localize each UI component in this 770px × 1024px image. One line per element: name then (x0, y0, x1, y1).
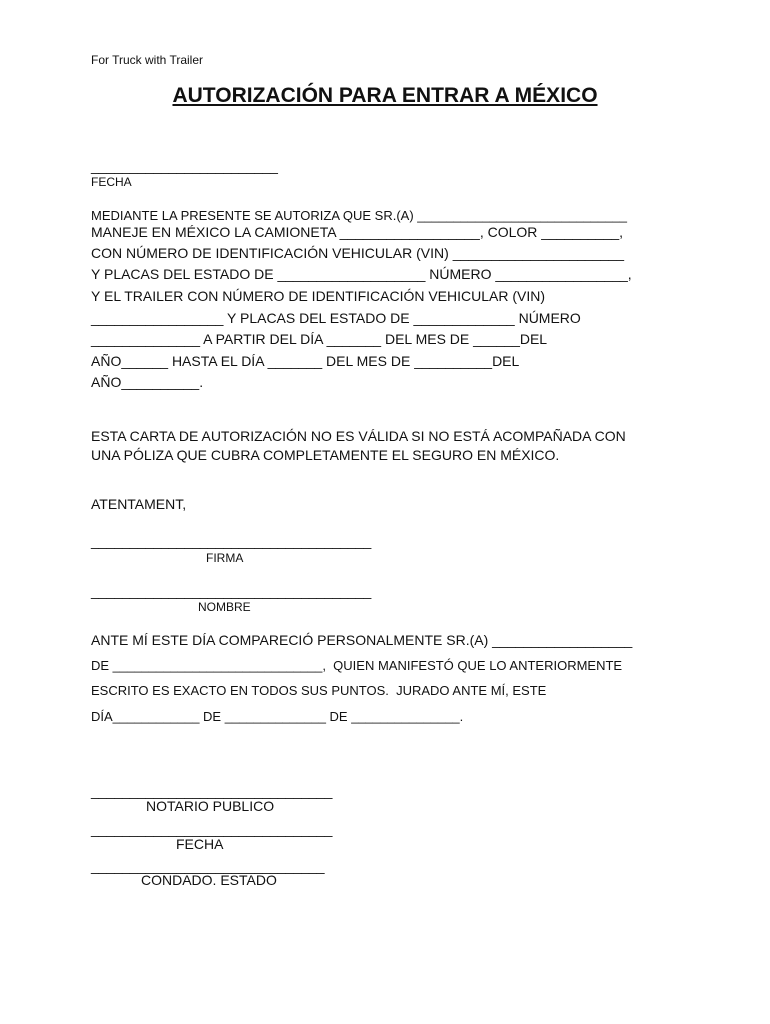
notary-line-3: ESCRITO ES EXACTO EN TODOS SUS PUNTOS. JURADO ANTE MÍ, ESTE (91, 683, 547, 698)
authorization-line-4: Y PLACAS DEL ESTADO DE ___________________ NÚMERO _________________, (91, 266, 632, 282)
signature-label: FIRMA (206, 551, 244, 565)
notary-signature-line: _______________________________ (91, 783, 333, 799)
county-state-line: ______________________________ (91, 858, 325, 874)
name-blank-line: ____________________________________ (91, 583, 372, 599)
date-blank-line: ________________________ (91, 158, 278, 174)
notary-date-label: FECHA (176, 836, 224, 852)
authorization-line-3: CON NÚMERO DE IDENTIFICACIÓN VEHICULAR (VIN) ______________________ (91, 245, 624, 261)
authorization-line-5: Y EL TRAILER CON NÚMERO DE IDENTIFICACIÓN VEHICULAR (VIN) (91, 288, 546, 304)
notary-date-line: _______________________________ (91, 821, 333, 837)
authorization-line-6: _________________ Y PLACAS DEL ESTADO DE _____________ NÚMERO (91, 310, 581, 326)
form-title: AUTORIZACIÓN PARA ENTRAR A MÉXICO (172, 84, 598, 107)
header-note: For Truck with Trailer (91, 53, 204, 67)
notary-line-4: DÍA____________ DE ______________ DE _______________. (91, 709, 464, 724)
authorization-line-1: MEDIANTE LA PRESENTE SE AUTORIZA QUE SR.(A) _____________________________ (91, 208, 627, 223)
notice-line-1: ESTA CARTA DE AUTORIZACIÓN NO ES VÁLIDA SI NO ESTÁ ACOMPAÑADA CON (91, 428, 626, 444)
name-label: NOMBRE (198, 600, 251, 614)
signature-blank-line: ____________________________________ (91, 533, 372, 549)
authorization-line-8: AÑO______ HASTA EL DÍA _______ DEL MES DE __________DEL (91, 353, 520, 369)
notice-line-2: UNA PÓLIZA QUE CUBRA COMPLETAMENTE EL SEGURO EN MÉXICO. (91, 447, 560, 463)
date-label: FECHA (91, 175, 132, 189)
notary-label: NOTARIO PUBLICO (146, 798, 275, 814)
notary-line-2: DE _____________________________, QUIEN MANIFESTÓ QUE LO ANTERIORMENTE (91, 658, 623, 673)
authorization-line-2: MANEJE EN MÉXICO LA CAMIONETA __________________, COLOR __________, (91, 224, 624, 240)
closing-salutation: ATENTAMENT, (91, 496, 187, 512)
notary-line-1: ANTE MÍ ESTE DÍA COMPARECIÓ PERSONALMENTE SR.(A) __________________ (91, 632, 633, 648)
county-state-label: CONDADO. ESTADO (141, 872, 277, 888)
authorization-line-7: ______________ A PARTIR DEL DÍA _______ DEL MES DE ______DEL (91, 331, 548, 347)
authorization-line-9: AÑO__________. (91, 374, 204, 390)
